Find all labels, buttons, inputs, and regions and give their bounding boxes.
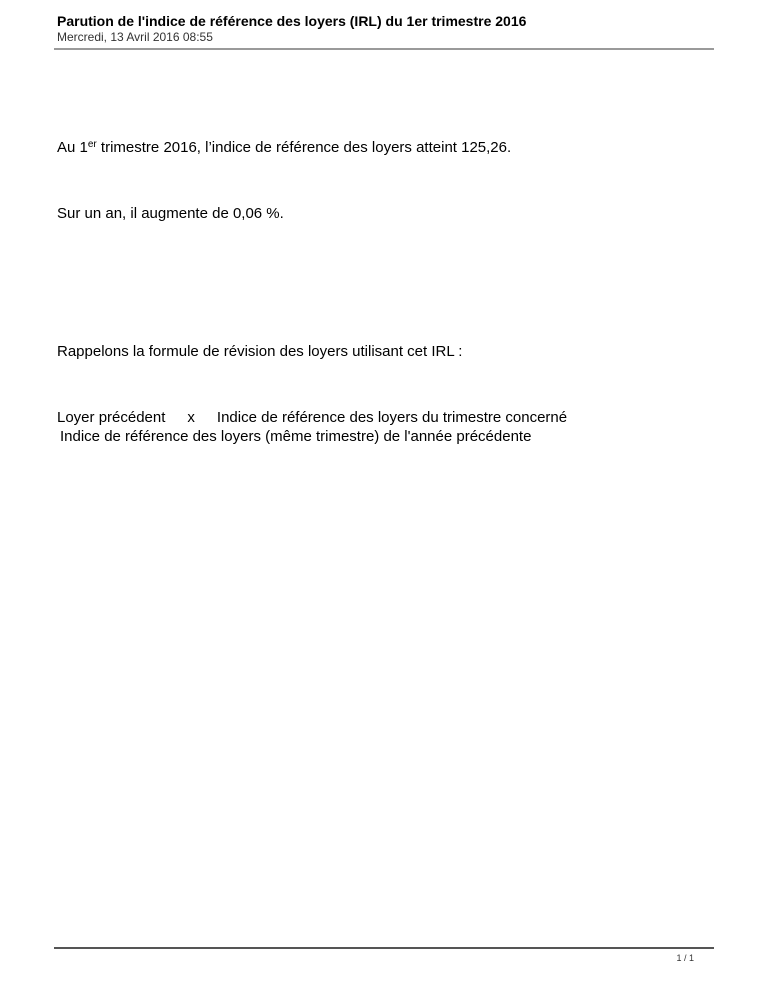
paragraph-index-value (57, 139, 511, 157)
publication-date: Mercredi, 13 Avril 2016 08:55 (57, 30, 213, 44)
formula-numerator-line (57, 409, 567, 427)
formula-multiply-operator: x (187, 409, 195, 426)
paragraph-index-text-end: trimestre 2016, l’indice de référence des loyers atteint 125,26. (96, 139, 512, 156)
page-number: 1 / 1 (676, 953, 694, 963)
formula-previous-rent: Loyer précédent (57, 409, 166, 426)
header-divider (54, 48, 714, 50)
page-header (57, 12, 712, 45)
paragraph-index-text-start: Au 1 (57, 139, 88, 156)
ordinal-superscript: er (87, 139, 97, 150)
formula-denominator: Indice de référence des loyers (même trimestre) de l'année précédente (60, 428, 532, 445)
article-title: Parution de l'indice de référence des loyers (IRL) du 1er trimestre 2016 (57, 13, 527, 29)
footer-divider (54, 947, 714, 949)
formula-numerator: Indice de référence des loyers du trimestre concerné (216, 409, 568, 426)
paragraph-annual-change: Sur un an, il augmente de 0,06 %. (57, 205, 284, 222)
paragraph-formula-intro: Rappelons la formule de révision des loyers utilisant cet IRL : (57, 343, 463, 360)
